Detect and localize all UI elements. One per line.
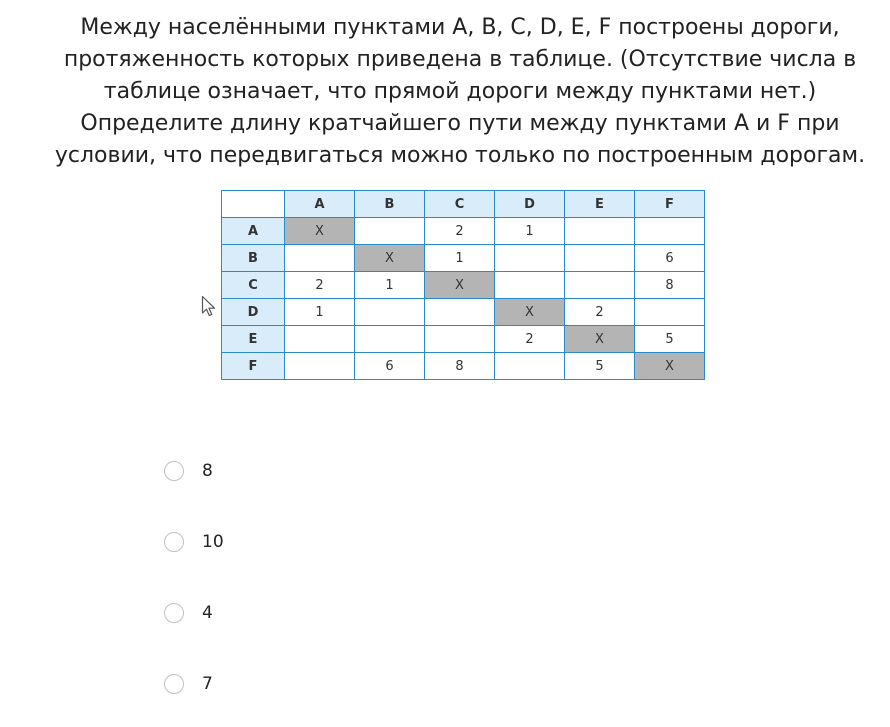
answer-option-4[interactable] xyxy=(164,672,213,696)
table-cell: 2 xyxy=(425,218,495,245)
table-cell: 8 xyxy=(425,353,495,380)
table-cell: 1 xyxy=(285,299,355,326)
table-cell: X xyxy=(565,326,635,353)
question-line: Между населёнными пунктами A, B, C, D, E, F построены дороги, xyxy=(80,15,840,40)
answer-label: 4 xyxy=(202,603,213,623)
table-row xyxy=(222,245,705,272)
row-header-f: F xyxy=(222,353,285,380)
answer-option-2[interactable] xyxy=(164,530,224,554)
table-row xyxy=(222,272,705,299)
radio-button[interactable] xyxy=(164,603,184,623)
table-cell: 2 xyxy=(565,299,635,326)
table-row xyxy=(222,218,705,245)
answer-label: 7 xyxy=(202,674,213,694)
column-header-e: E xyxy=(565,191,635,218)
table-cell: X xyxy=(495,299,565,326)
table-cell: 1 xyxy=(355,272,425,299)
table-header-row xyxy=(222,191,705,218)
table-cell xyxy=(355,299,425,326)
table-corner-cell xyxy=(222,191,285,218)
table-cell xyxy=(285,353,355,380)
table-row xyxy=(222,326,705,353)
table-cell: 5 xyxy=(565,353,635,380)
table-cell: 2 xyxy=(495,326,565,353)
table-cell xyxy=(495,353,565,380)
answer-option-1[interactable] xyxy=(164,459,213,483)
question-line: таблице означает, что прямой дороги между пунктами нет.) xyxy=(103,79,817,104)
table-cell: X xyxy=(355,245,425,272)
row-header-c: C xyxy=(222,272,285,299)
table-cell xyxy=(565,245,635,272)
table-cell: 8 xyxy=(635,272,705,299)
table-cell xyxy=(425,299,495,326)
column-header-c: C xyxy=(425,191,495,218)
table-cell xyxy=(355,326,425,353)
table-cell xyxy=(285,245,355,272)
column-header-b: B xyxy=(355,191,425,218)
column-header-d: D xyxy=(495,191,565,218)
table-cell: X xyxy=(425,272,495,299)
question-text xyxy=(30,12,890,172)
table-cell xyxy=(285,326,355,353)
answer-label: 10 xyxy=(202,532,224,552)
row-header-a: A xyxy=(222,218,285,245)
table-cell: X xyxy=(635,353,705,380)
table-row xyxy=(222,299,705,326)
radio-button[interactable] xyxy=(164,674,184,694)
row-header-e: E xyxy=(222,326,285,353)
column-header-f: F xyxy=(635,191,705,218)
question-line: Определите длину кратчайшего пути между пунктами A и F при xyxy=(80,111,840,136)
question-line: условии, что передвигаться можно только по построенным дорогам. xyxy=(54,143,866,168)
radio-button[interactable] xyxy=(164,461,184,481)
question-line: протяженность которых приведена в таблице. (Отсутствие числа в xyxy=(63,47,857,72)
table-cell xyxy=(355,218,425,245)
table-cell: 6 xyxy=(635,245,705,272)
column-header-a: A xyxy=(285,191,355,218)
row-header-d: D xyxy=(222,299,285,326)
mouse-pointer-icon xyxy=(201,295,217,317)
table-cell: 1 xyxy=(425,245,495,272)
table-cell: X xyxy=(285,218,355,245)
table-row xyxy=(222,353,705,380)
distance-table xyxy=(221,190,705,380)
table-cell: 2 xyxy=(285,272,355,299)
table-cell: 1 xyxy=(495,218,565,245)
radio-button[interactable] xyxy=(164,532,184,552)
answer-option-3[interactable] xyxy=(164,601,213,625)
table-cell xyxy=(635,299,705,326)
table-cell: 5 xyxy=(635,326,705,353)
table-cell: 6 xyxy=(355,353,425,380)
table-cell xyxy=(565,218,635,245)
table-cell xyxy=(565,272,635,299)
table-cell xyxy=(425,326,495,353)
table-cell xyxy=(495,272,565,299)
row-header-b: B xyxy=(222,245,285,272)
table-cell xyxy=(635,218,705,245)
answer-label: 8 xyxy=(202,461,213,481)
table-cell xyxy=(495,245,565,272)
